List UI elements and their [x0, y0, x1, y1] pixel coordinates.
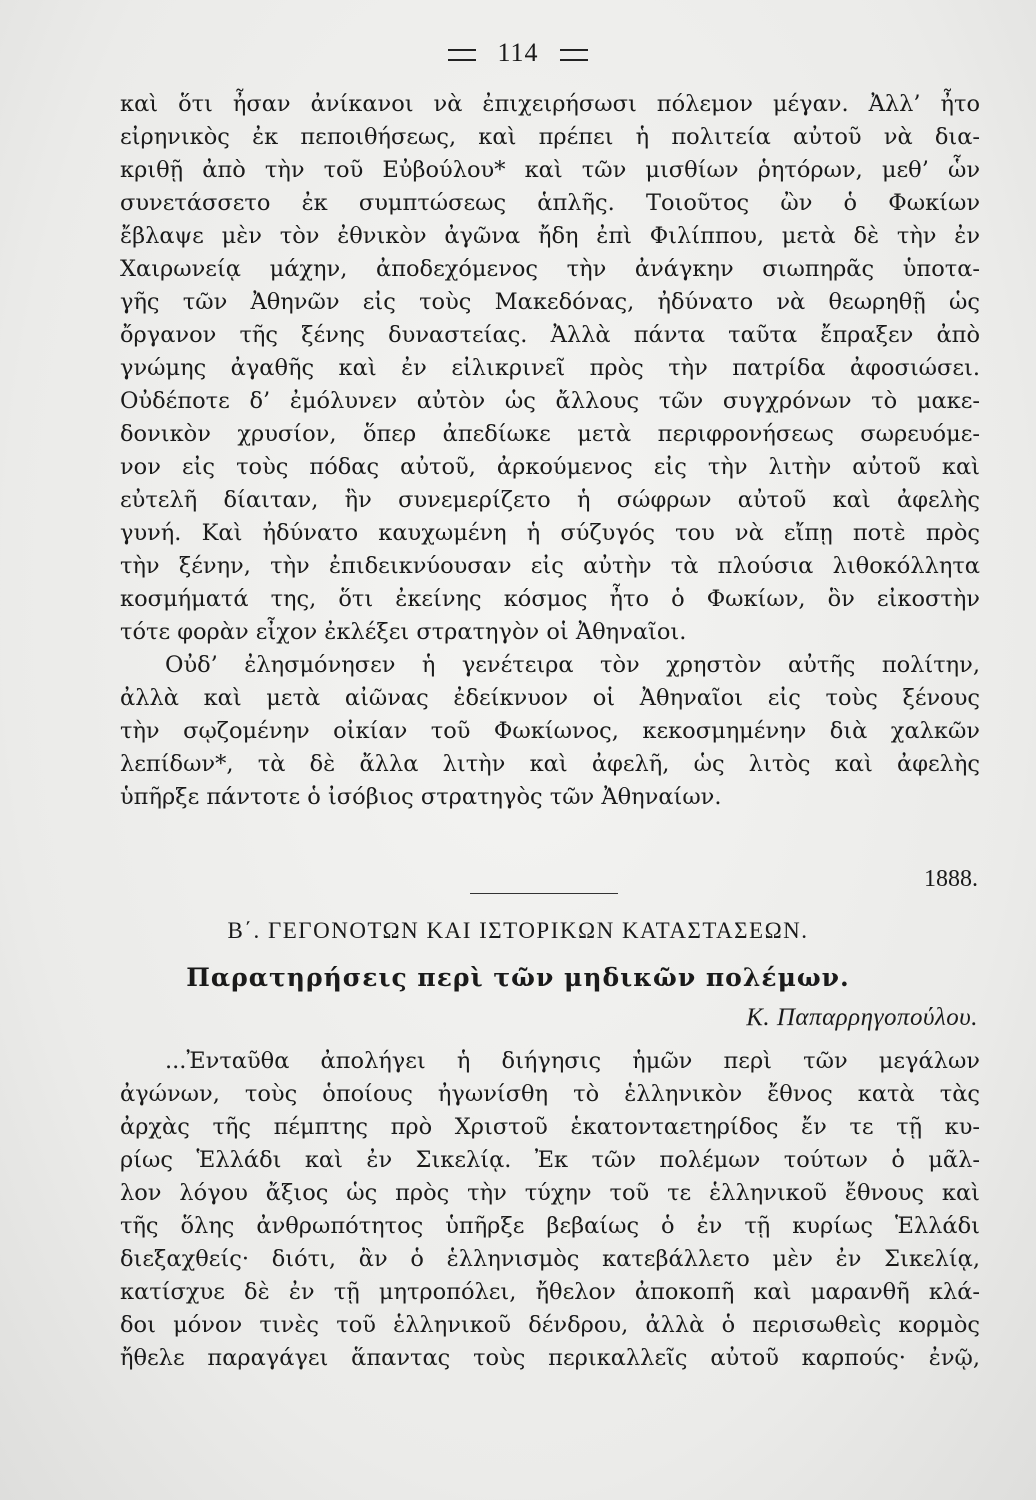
article-title: Παρατηρήσεις περὶ τῶν μηδικῶν πολέμων. [186, 963, 850, 992]
article-date: 1888. [924, 866, 978, 892]
page-header [0, 38, 1036, 68]
text-line: τῆς ὅλης ἀνθρωπότητος ὑπῆρξε βεβαίως ὁ ἐν τῇ κυρίως Ἑλλάδι [120, 1213, 980, 1239]
text-line: ἀρχὰς τῆς πέμπτης πρὸ Χριστοῦ ἑκατονταετηρίδος ἔν τε τῇ κυ- [120, 1114, 980, 1140]
text-line: λεπίδων*, τὰ δὲ ἄλλα λιτὴν καὶ ἀφελῆ, ὡς λιτὸς καὶ ἀφελὴς [120, 751, 980, 777]
text-line: καὶ ὅτι ἦσαν ἀνίκανοι νὰ ἐπιχειρήσωσι πόλεμον μέγαν. Ἀλλ’ ἦτο [120, 91, 980, 117]
text-line: Οὐδ’ ἐλησμόνησεν ἡ γενέτειρα τὸν χρηστὸν αὐτῆς πολίτην, [165, 652, 980, 678]
article-author: Κ. Παπαρρηγοπούλου. [746, 1004, 978, 1031]
text-line: εἰρηνικὸς ἐκ πεποιθήσεως, καὶ πρέπει ἡ πολιτεία αὐτοῦ νὰ δια- [120, 124, 980, 150]
text-line: ὄργανον τῆς ξένης δυναστείας. Ἀλλὰ πάντα ταῦτα ἔπραξεν ἀπὸ [120, 322, 980, 348]
text-line: δονικὸν χρυσίον, ὅπερ ἀπεδίωκε μετὰ περιφρονήσεως σωρευόμε- [120, 421, 980, 447]
header-dash-right [560, 49, 588, 61]
text-line: δοι μόνον τινὲς τοῦ ἑλληνικοῦ δένδρου, ἀλλὰ ὁ περισωθεὶς κορμὸς [120, 1312, 980, 1338]
text-line: γνώμης ἀγαθῆς καὶ ἐν εἰλικρινεῖ πρὸς τὴν πατρίδα ἀφοσιώσει. [120, 355, 980, 381]
text-line: ὑπῆρξε πάντοτε ὁ ἰσόβιος στρατηγὸς τῶν Ἀθηναίων. [120, 784, 722, 810]
text-line: γυνή. Καὶ ἠδύνατο καυχωμένη ἡ σύζυγός του νὰ εἴπῃ ποτὲ πρὸς [120, 520, 980, 546]
text-line: Χαιρωνείᾳ μάχην, ἀποδεχόμενος τὴν ἀνάγκην σιωπηρᾶς ὑποτα- [120, 256, 980, 282]
text-line: ἔβλαψε μὲν τὸν ἐθνικὸν ἀγῶνα ἤδη ἐπὶ Φιλίππου, μετὰ δὲ τὴν ἐν [120, 223, 980, 249]
header-dash-left [448, 49, 476, 61]
text-line: ἀγώνων, τοὺς ὁποίους ἠγωνίσθη τὸ ἑλληνικὸν ἔθνος κατὰ τὰς [120, 1081, 980, 1107]
text-line: γῆς τῶν Ἀθηνῶν εἰς τοὺς Μακεδόνας, ἠδύνατο νὰ θεωρηθῇ ὡς [120, 289, 980, 315]
text-line: νον εἰς τοὺς πόδας αὐτοῦ, ἀρκούμενος εἰς τὴν λιτὴν αὐτοῦ καὶ [120, 454, 980, 480]
text-line: τότε φορὰν εἶχον ἐκλέξει στρατηγὸν οἱ Ἀθηναῖοι. [120, 619, 687, 645]
text-line: κατίσχυε δὲ ἐν τῇ μητροπόλει, ἤθελον ἀποκοπῆ καὶ μαρανθῆ κλά- [120, 1279, 980, 1305]
text-block-continued [120, 88, 980, 814]
text-line: ἀλλὰ καὶ μετὰ αἰῶνας ἐδείκνυον οἱ Ἀθηναῖοι εἰς τοὺς ξένους [120, 685, 980, 711]
text-line: συνετάσσετο ἐκ συμπτώσεως ἁπλῆς. Τοιοῦτος ὢν ὁ Φωκίων [120, 190, 980, 216]
text-line: λον λόγου ἄξιος ὡς πρὸς τὴν τύχην τοῦ τε ἑλληνικοῦ ἔθνους καὶ [120, 1180, 980, 1206]
text-line: τὴν σῳζομένην οἰκίαν τοῦ Φωκίωνος, κεκοσμημένην διὰ χαλκῶν [120, 718, 980, 744]
text-line: ρίως Ἑλλάδι καὶ ἐν Σικελίᾳ. Ἐκ τῶν πολέμων τούτων ὁ μᾶλ- [120, 1147, 980, 1173]
text-line: εὐτελῆ δίαιταν, ἣν συνεμερίζετο ἡ σώφρων αὐτοῦ καὶ ἀφελὴς [120, 487, 980, 513]
section-divider [470, 893, 618, 894]
page-number: 114 [497, 38, 539, 67]
text-line: Οὐδέποτε δ’ ἐμόλυνεν αὐτὸν ὡς ἄλλους τῶν συγχρόνων τὸ μακε- [120, 388, 980, 414]
text-line: τὴν ξένην, τὴν ἐπιδεικνύουσαν εἰς αὐτὴν τὰ πλούσια λιθοκόλλητα [120, 553, 980, 579]
text-block-article [120, 1045, 980, 1375]
text-line: ...Ἐνταῦθα ἀπολήγει ἡ διήγησις ἡμῶν περὶ τῶν μεγάλων [165, 1048, 980, 1074]
text-line: κοσμήματά της, ὅτι ἐκείνης κόσμος ἦτο ὁ Φωκίων, ὃν εἰκοστὴν [120, 586, 980, 612]
text-line: διεξαχθείς· διότι, ἂν ὁ ἑλληνισμὸς κατεβάλλετο μὲν ἐν Σικελίᾳ, [120, 1246, 980, 1272]
section-title: Β΄. ΓΕΓΟΝΟΤΩΝ ΚΑΙ ΙΣΤΟΡΙΚΩΝ ΚΑΤΑΣΤΑΣΕΩΝ. [227, 918, 809, 943]
text-line: ἤθελε παραγάγει ἅπαντας τοὺς περικαλλεῖς αὐτοῦ καρπούς· ἐνῷ, [120, 1345, 980, 1371]
text-line: κριθῇ ἀπὸ τὴν τοῦ Εὐβούλου* καὶ τῶν μισθίων ῥητόρων, μεθ’ ὧν [120, 157, 980, 183]
